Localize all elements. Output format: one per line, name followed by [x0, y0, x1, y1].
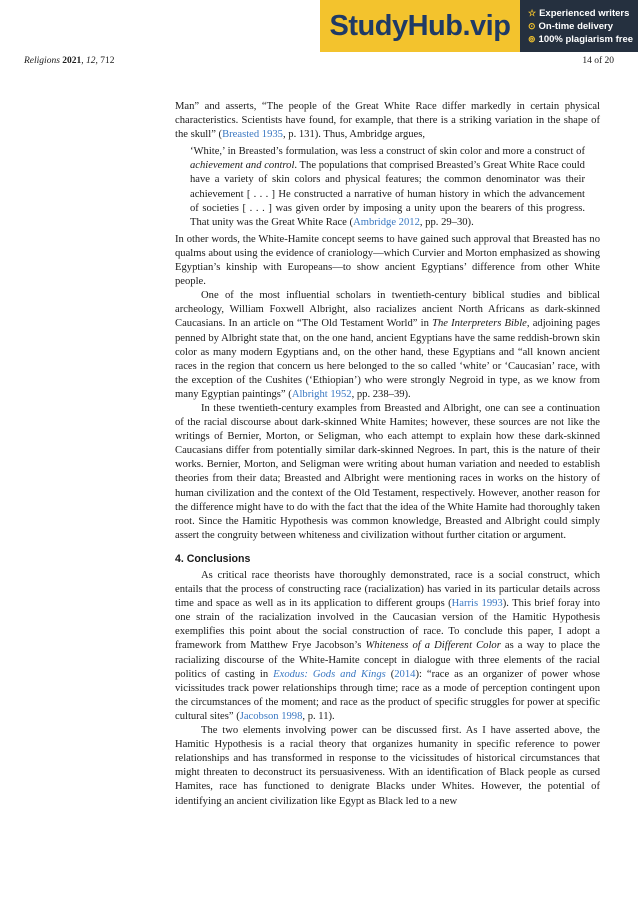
journal-name: Religions — [24, 56, 60, 66]
block-quote — [190, 145, 585, 230]
studyhub-ad-banner[interactable] — [320, 0, 638, 52]
emphasis: achievement and control — [190, 160, 295, 172]
feature-on-time-delivery — [528, 21, 638, 32]
citation-ambridge-2012[interactable]: Ambridge 2012 — [353, 216, 420, 228]
article-number: 712 — [100, 56, 115, 66]
paragraph-2: In other words, the White-Hamite concept seems to have gained such approval that Breasted has no qualms about using the evidence of craniology—which Curvier and Morton emphasized as showing Egyptian’s kinship with Europeans—to show ancient Egyptians’ difference from other White people. — [175, 233, 600, 288]
banner-features — [520, 0, 638, 52]
paragraph-4: In these twentieth-century examples from Breasted and Albright, one can see a continuation of the racial discourse about dark-skinned White Hamites; however, these sources are not like the writings of Bernier, Morton, or Seligman, who each attempt to explain how these dark-skinned Caucasians differ from potentially similar dark-skinned Negroes. In part, this is the nature of their works. Bernier, Morton, and Seligman were writing about human variation and needed to establish theories from their data; Breasted and Albright were mentioning races in works on the history of human civilization and the context of the Old Testament, respectively. However, another reason for the difference might have to do with the fact that the idea of the White Hamite had thoroughly taken root. Since the Hamitic Hypothesis was common knowledge, Breasted and Albright could simply assert the congruity between whiteness and civilization without further citation or argument. — [175, 402, 600, 541]
page-header — [24, 56, 614, 66]
citation-harris-1993[interactable]: Harris 1993 — [451, 598, 503, 610]
paragraph-3 — [175, 289, 600, 402]
citation-albright-1952[interactable]: Albright 1952 — [291, 388, 352, 400]
text: ). This brief foray into one strain of the racialization involved in the Caucasian version of the Hamitic Hypothesis exemplifies this point about the social construction of race. To conclude this paper, I adopt a framework from Matthew Frye Jacobson’s — [175, 598, 600, 652]
book-title: The Interpreters Bible — [432, 318, 527, 330]
text: ): “race as an organizer of power whose vicissitudes track power relationships through time; race as a mode of perception contingent upon the circumstances of the moment; and race as the product of specific struggles for power at specific cultural sites” ( — [175, 668, 601, 722]
film-year-link[interactable]: 2014 — [394, 668, 416, 680]
shield-icon: ⊚ — [528, 33, 536, 44]
book-title: Whiteness of a Different Color — [365, 640, 501, 652]
text: , p. 131). Thus, Ambridge argues, — [282, 129, 426, 141]
clock-icon: ⊙ — [528, 20, 536, 31]
journal-volume: 12 — [86, 56, 96, 66]
text: , pp. 29–30). — [419, 216, 474, 228]
studyhub-logo[interactable]: StudyHub.vip — [320, 0, 520, 52]
paragraph-1 — [175, 100, 600, 142]
text: as a way to place the racializing discourse of the White-Hamite concept in dialogue with three elements of the racial politics of casting in — [175, 640, 600, 680]
feature-label: On-time delivery — [538, 20, 613, 32]
citation-breasted-1935[interactable]: Breasted 1935 — [222, 129, 283, 141]
section-heading-conclusions: 4. Conclusions — [175, 552, 251, 565]
journal-citation: Religions 2021, 12, 712 — [24, 56, 115, 66]
text: . The populations that comprised Breasted’s Great White Race could have a variety of skin colors and physical features; the common denominator was their achievement [ . . . ] He constructed a narrative of human history in which the advancement of societies [ . . . ] was given order by imposing a unity upon the bearers of this progress. That unity was the Great White Race ( — [190, 160, 585, 228]
text: Man” and asserts, “The people of the Great White Race differ markedly in certain physical characteristics. Scientists have found, for example, that there is a striking variation in the shape of the skull” ( — [175, 101, 600, 141]
film-title-link[interactable]: Exodus: Gods and Kings — [273, 668, 386, 680]
page-number: 14 of 20 — [582, 56, 614, 66]
text: ‘White,’ in Breasted’s formulation, was less a construct of skin color and more a construct of — [190, 146, 585, 158]
journal-year: 2021 — [62, 56, 82, 66]
text: As critical race theorists have thoroughly demonstrated, race is a social construct, which entails that the process of constructing race (racialization) has varied in its particular details across time and space as well as in its application to different groups ( — [175, 570, 600, 610]
feature-experienced-writers — [528, 8, 638, 19]
feature-plagiarism-free — [528, 34, 638, 45]
text: , adjoining pages penned by Albright state that, on the one hand, ancient Egyptians have the same reddish-brown skin color as many modern Egyptians and, on the other hand, these Egyptians and “all known ancient races in the region that concern us here belonged to the so called ‘white’ or ‘Caucasian’ race, with the exception of the Cushites (‘Ethiopian’) who were strongly Negroid in type, as we know from many Egyptian paintings” ( — [175, 318, 600, 400]
text: ( — [385, 668, 395, 680]
text: , pp. 238–39). — [351, 388, 411, 400]
feature-label: Experienced writers — [539, 7, 630, 19]
feature-label: 100% plagiarism free — [538, 33, 634, 45]
citation-jacobson-1998[interactable]: Jacobson 1998 — [239, 710, 303, 722]
star-icon: ☆ — [528, 7, 537, 18]
paragraph-6: The two elements involving power can be discussed first. As I have asserted above, the Hamitic Hypothesis is a racial theory that organizes humanity in specific reference to power relationships and has transformed in response to the vicissitudes of historical circumstances that might threaten to deconstruct its persuasiveness. With an identification of Black people as cursed Hamites, race has functioned to denigrate Blacks under Whites. However, the potential of identifying an ancient civilization like Egypt as Black led to a new — [175, 725, 600, 807]
article-body — [175, 100, 600, 809]
paragraph-5 — [175, 569, 600, 724]
text: One of the most influential scholars in twentieth-century biblical studies and biblical archeology, William Foxwell Albright, also racializes ancient North Africans as dark-skinned Caucasians. In an article on “The Old Testament World” in — [175, 290, 600, 330]
text: , p. 11). — [302, 710, 335, 722]
